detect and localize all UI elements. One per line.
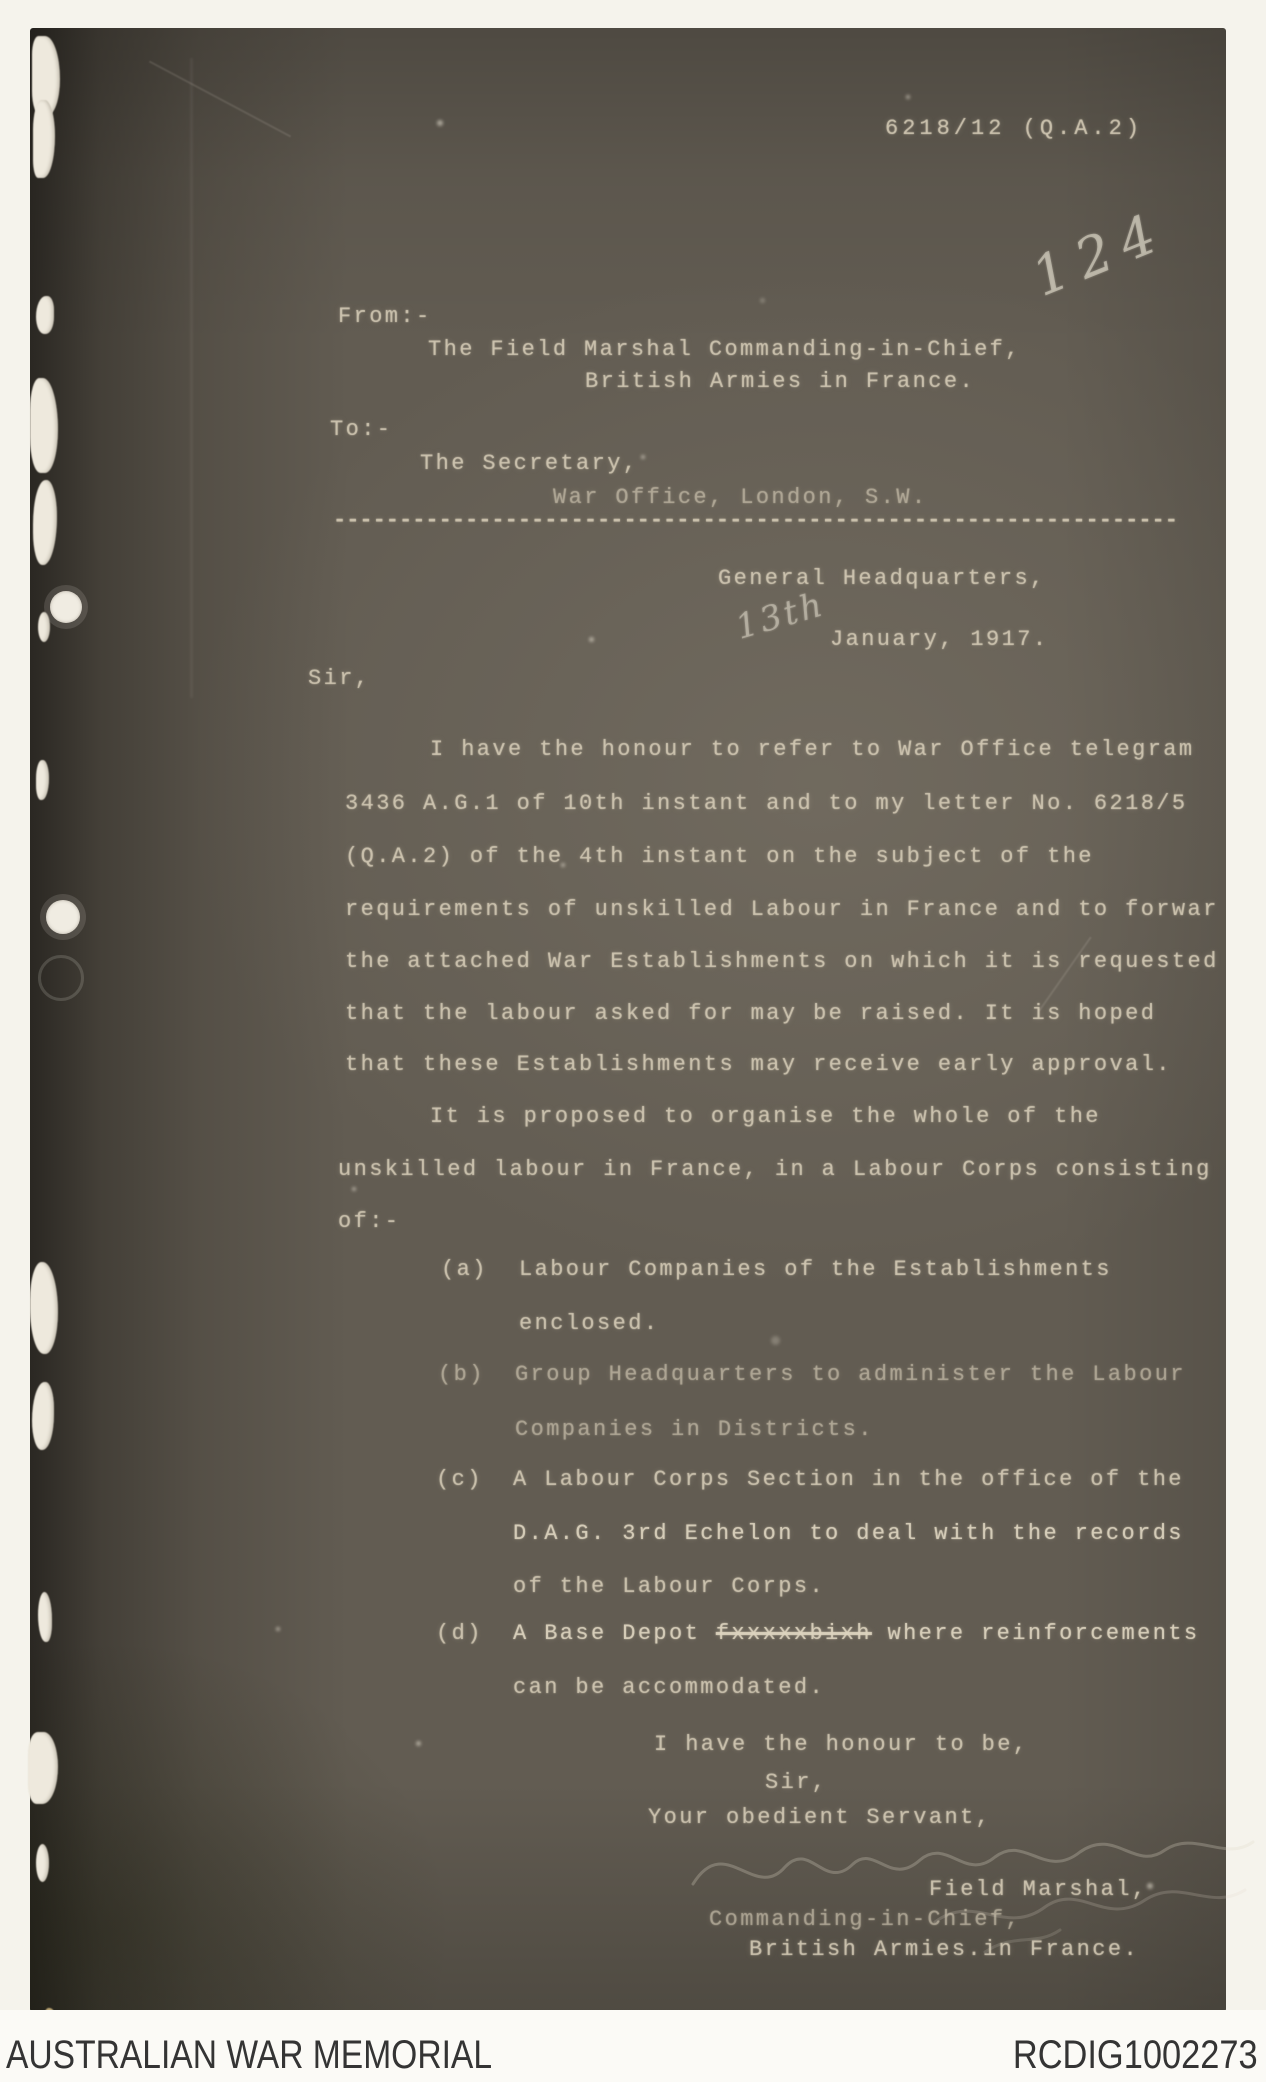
closing-line: Your obedient Servant, (648, 1805, 992, 1830)
list-item-label: (d) (436, 1621, 483, 1646)
body-line: (Q.A.2) of the 4th instant on the subject of the (345, 844, 1094, 869)
body-line: that the labour asked for may be raised. It is hoped (345, 1001, 1157, 1026)
closing-line: I have the honour to be, (654, 1732, 1029, 1757)
body-line: of:- (338, 1209, 401, 1234)
folio-number-handwritten: 124 (1023, 198, 1176, 309)
dust-speck (641, 455, 645, 459)
list-item-line: of the Labour Corps. (513, 1574, 826, 1599)
tear-patch (38, 612, 50, 642)
separator-line: ---------------------------------------------------------------- (333, 508, 1178, 533)
reference-number: 6218/12 (Q.A.2) (885, 116, 1144, 141)
body-line: the attached War Establishments on which it is requested (345, 949, 1219, 974)
to-line: War Office, London, S.W. (553, 485, 928, 510)
tear-patch (36, 1844, 49, 1882)
list-item-line (513, 1621, 1200, 1647)
list-item-line: Group Headquarters to administer the Labour (515, 1362, 1186, 1387)
paper-crease (190, 58, 193, 698)
place-line: General Headquarters, (718, 566, 1046, 591)
from-label: From:- (338, 304, 432, 329)
dust-speck (437, 120, 443, 126)
list-item-text: where reinforcements (871, 1621, 1200, 1646)
institution-label: AUSTRALIAN WAR MEMORIAL (6, 2033, 493, 2077)
list-item-line: Labour Companies of the Establishments (519, 1257, 1112, 1282)
item-id-label: RCDIG1002273 (1013, 2033, 1258, 2077)
salutation: Sir, (308, 666, 371, 691)
list-item-line: A Labour Corps Section in the office of the (513, 1467, 1184, 1492)
body-line: I have the honour to refer to War Office telegram (430, 737, 1195, 762)
scratch-mark (149, 61, 291, 138)
punch-hole-bottom (46, 900, 80, 934)
list-item-line: enclosed. (519, 1311, 660, 1336)
list-item-text: A Base Depot (513, 1621, 716, 1646)
body-line: that these Establishments may receive early approval. (345, 1052, 1172, 1077)
from-line: The Field Marshal Commanding-in-Chief, (428, 337, 1021, 362)
list-item-label: (c) (436, 1467, 483, 1492)
punch-hole-top (50, 591, 82, 623)
signoff-line: British Armies.in France. (749, 1937, 1140, 1962)
tear-patch (38, 1592, 52, 1642)
date-handwritten: 13th (731, 584, 830, 648)
from-line: British Armies in France. (585, 369, 976, 394)
to-label: To:- (330, 417, 393, 442)
dust-speck (276, 1627, 280, 1631)
list-item-label: (a) (441, 1257, 488, 1282)
dust-speck (416, 1741, 421, 1746)
body-line: It is proposed to organise the whole of the (430, 1104, 1101, 1129)
dust-speck (906, 95, 910, 99)
list-item-line: can be accommodated. (513, 1675, 826, 1700)
to-line: The Secretary, (420, 451, 639, 476)
dust-speck (589, 637, 594, 642)
tear-patch (36, 296, 54, 334)
signoff-line: Commanding-in-Chief, (709, 1907, 1022, 1932)
body-line: unskilled labour in France, in a Labour Corps consisting (338, 1157, 1212, 1182)
struck-out-text: fxxxxxbixh (715, 1621, 872, 1646)
body-line: 3436 A.G.1 of 10th instant and to my letter No. 6218/5 (345, 791, 1188, 816)
body-line: requirements of unskilled Labour in France and to forwar (345, 897, 1219, 922)
dust-speck (760, 298, 765, 303)
dust-speck (771, 1336, 780, 1345)
closing-line: Sir, (765, 1770, 828, 1795)
list-item-line: Companies in Districts. (515, 1417, 874, 1442)
list-item-label: (b) (438, 1362, 485, 1387)
date-line: January, 1917. (830, 627, 1049, 652)
list-item-line: D.A.G. 3rd Echelon to deal with the records (513, 1521, 1184, 1546)
dust-speck (352, 1187, 356, 1191)
signoff-line: Field Marshal, (929, 1877, 1148, 1902)
punch-hole-ring (38, 955, 84, 1001)
